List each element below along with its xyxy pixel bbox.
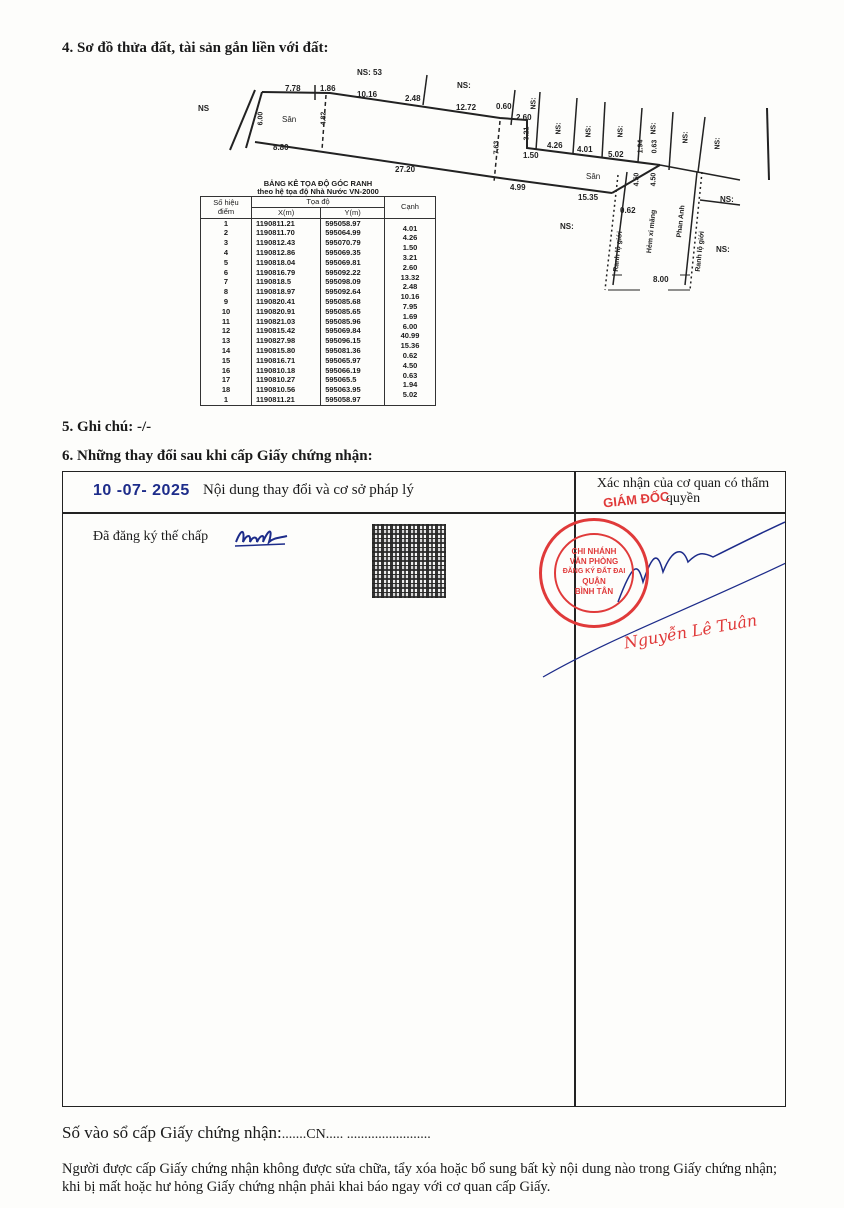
neighbor-label: NS: 53 xyxy=(357,68,382,77)
coordinate-cell: 0.63 xyxy=(385,371,436,381)
dimension-label: 3.21 xyxy=(523,126,531,141)
coordinate-cell: 595064.99 xyxy=(321,228,385,238)
coordinate-cell: 12 xyxy=(201,326,252,336)
stamp-line: QUẬN xyxy=(582,577,606,586)
coordinate-cell: 595069.84 xyxy=(321,326,385,336)
coordinate-cell: 595065.97 xyxy=(321,356,385,366)
coordinate-cell: 1190810.18 xyxy=(252,366,321,376)
neighbor-label: NS: xyxy=(716,245,730,254)
coordinate-table-subtitle: theo hệ tọa độ Nhà Nước VN-2000 xyxy=(257,187,379,196)
coordinate-cell: 2 xyxy=(201,228,252,238)
coordinate-cell: 595066.19 xyxy=(321,366,385,376)
neighbor-label: NS: xyxy=(457,81,471,90)
dimension-label: 8.80 xyxy=(273,143,289,152)
stamp-body xyxy=(542,547,646,597)
dimension-label: 12.72 xyxy=(456,103,477,112)
coordinate-cell: 13.32 xyxy=(385,273,436,283)
coordinate-cell: 595069.35 xyxy=(321,248,385,258)
coordinate-cell: 3 xyxy=(201,238,252,248)
coordinate-table-grid xyxy=(200,196,436,406)
coordinate-cell: 5.02 xyxy=(385,390,436,400)
header-edge: Cạnh xyxy=(385,197,436,219)
coordinate-cell: 40.99 xyxy=(385,331,436,341)
coordinate-table-block xyxy=(200,180,436,406)
coordinate-cell: 1190812.43 xyxy=(252,238,321,248)
coordinate-cell: 595085.96 xyxy=(321,317,385,327)
neighbor-label: NS: xyxy=(650,122,658,135)
footer-notice: Người được cấp Giấy chứng nhận không được sửa chữa, tẩy xóa hoặc bổ sung bất kỳ nội dung nào trong Giấy chứng nhận; khi bị mất hoặc hư hỏng Giấy chứng nhận phải khai báo ngay với cơ quan cấp Giấy. xyxy=(62,1161,778,1195)
coordinate-cell: 6.00 xyxy=(385,322,436,332)
coordinate-cell: 595096.15 xyxy=(321,336,385,346)
coordinate-cell: 9 xyxy=(201,297,252,307)
coordinate-cell: 10 xyxy=(201,307,252,317)
coordinate-cell: 10.16 xyxy=(385,292,436,302)
coordinate-cell: 595092.22 xyxy=(321,268,385,278)
dimension-label: 0.60 xyxy=(496,102,512,111)
dimension-label: 4.50 xyxy=(650,172,658,187)
coordinate-cell: 1.94 xyxy=(385,380,436,390)
neighbor-label: NS: xyxy=(585,125,593,138)
stamp-line: VĂN PHÒNG xyxy=(569,557,619,566)
section-6-heading: 6. Những thay đổi sau khi cấp Giấy chứng nhận: xyxy=(62,448,373,464)
handwritten-initials xyxy=(233,524,293,550)
dimension-label: 2.48 xyxy=(405,94,421,103)
dimension-label: 0.63 xyxy=(651,139,659,154)
stamp-line: ĐĂNG KÝ ĐẤT ĐAI xyxy=(562,568,626,575)
coordinate-cell: 6 xyxy=(201,268,252,278)
coordinate-cell: 3.21 xyxy=(385,253,436,263)
dimension-label: 5.02 xyxy=(608,150,624,159)
coordinate-cell: 1190812.86 xyxy=(252,248,321,258)
coordinate-cell: 11 xyxy=(201,317,252,327)
dimension-label: 15.35 xyxy=(578,193,599,202)
dimension-label: 1.86 xyxy=(320,84,336,93)
header-x: X(m) xyxy=(252,207,321,218)
section-4-heading: 4. Sơ đồ thửa đất, tài sản gắn liền với đất: xyxy=(62,40,329,56)
coordinate-cell: 1190827.98 xyxy=(252,336,321,346)
dimension-label: 7.63 xyxy=(493,140,501,155)
coordinate-cell: 595058.97 xyxy=(321,395,385,405)
coordinate-cell: 595063.95 xyxy=(321,385,385,395)
dimension-label: 8.00 xyxy=(653,275,669,284)
signer-name: Nguyễn Lê Tuân xyxy=(622,610,759,653)
coordinate-cell: 595085.65 xyxy=(321,307,385,317)
coordinate-cell: 16 xyxy=(201,366,252,376)
coordinate-cell: 4 xyxy=(201,248,252,258)
coordinate-cell: 595092.64 xyxy=(321,287,385,297)
coordinate-cell: 8 xyxy=(201,287,252,297)
coordinate-cell: 1190816.79 xyxy=(252,268,321,278)
neighbor-label: NS: xyxy=(682,131,690,144)
coordinate-cell: 1190820.41 xyxy=(252,297,321,307)
qr-code xyxy=(372,524,446,598)
coordinate-cell: 0.62 xyxy=(385,351,436,361)
coordinate-cell: 1190811.70 xyxy=(252,228,321,238)
dimension-label: 4.50 xyxy=(633,172,641,187)
coordinate-cell: 595069.81 xyxy=(321,258,385,268)
coordinate-cell: 18 xyxy=(201,385,252,395)
dimension-label: 4.99 xyxy=(510,183,526,192)
neighbor-label: NS xyxy=(198,104,210,113)
coordinate-table-body xyxy=(201,218,436,405)
coordinate-cell: 1190811.21 xyxy=(252,218,321,228)
coordinate-table-title: BẢNG KÊ TỌA ĐỘ GÓC RANH xyxy=(263,179,373,188)
coordinate-cell: 14 xyxy=(201,346,252,356)
coordinate-cell: 595081.36 xyxy=(321,346,385,356)
boundary-label: Ranh lộ giới xyxy=(612,230,624,273)
coordinate-cell: 1190818.04 xyxy=(252,258,321,268)
section-5-heading: 5. Ghi chú: -/- xyxy=(62,419,152,435)
coordinate-cell: 1190818.97 xyxy=(252,287,321,297)
coordinate-cell: 15.36 xyxy=(385,341,436,351)
coordinate-cell: 1190818.5 xyxy=(252,277,321,287)
coordinate-cell: 7.95 xyxy=(385,302,436,312)
coordinate-cell: 1190810.27 xyxy=(252,375,321,385)
header-y: Y(m) xyxy=(321,207,385,218)
coordinate-cell: 15 xyxy=(201,356,252,366)
coordinate-cell: 595058.97 xyxy=(321,218,385,228)
coordinate-cell: 595085.68 xyxy=(321,297,385,307)
coordinate-cell: 595065.5 xyxy=(321,375,385,385)
dimension-label: 4.26 xyxy=(547,141,563,150)
changes-table xyxy=(62,471,786,1107)
coordinate-cell: 1190821.03 xyxy=(252,317,321,327)
coordinate-cell: 1 xyxy=(201,218,252,228)
dimension-label: 4.82 xyxy=(320,111,328,126)
coordinate-cell: 1.69 xyxy=(385,312,436,322)
neighbor-label: NS: xyxy=(720,195,734,204)
coordinate-cell: 1190815.80 xyxy=(252,346,321,356)
coordinate-cell: 4.50 xyxy=(385,361,436,371)
dimension-label: 4.01 xyxy=(577,145,593,154)
dimension-label: 10.16 xyxy=(357,90,378,99)
register-value: .......CN..... ........................ xyxy=(281,1127,431,1142)
neighbor-label: NS: xyxy=(530,97,538,110)
coordinate-cell: 595070.79 xyxy=(321,238,385,248)
dimension-label: 6.00 xyxy=(257,111,265,126)
neighbor-label: NS: xyxy=(617,125,625,138)
coordinate-cell: 1190816.71 xyxy=(252,356,321,366)
coordinate-cell: 1190820.91 xyxy=(252,307,321,317)
dimension-label: 1.94 xyxy=(637,139,645,154)
street-label: Phan Anh xyxy=(676,205,687,238)
dimension-label: 0.62 xyxy=(620,206,636,215)
coordinate-cell: 2.60 xyxy=(385,263,436,273)
header-coords: Tọa độ xyxy=(252,197,385,208)
yard-label: Sân xyxy=(586,172,601,181)
header-point: Số hiệu điểm xyxy=(201,197,252,219)
content-header: Nội dung thay đổi và cơ sở pháp lý xyxy=(203,482,414,498)
coordinate-cell xyxy=(385,400,436,410)
stamp-line: CHI NHÁNH xyxy=(571,547,617,556)
coordinate-cell: 1190810.56 xyxy=(252,385,321,395)
dimension-label: 2.60 xyxy=(516,113,532,122)
change-date: 10 -07- 2025 xyxy=(93,482,190,499)
coordinate-cell: 2.48 xyxy=(385,282,436,292)
alley-label: Hẻm xi măng xyxy=(646,209,658,254)
coordinate-cell: 4.01 xyxy=(385,223,436,233)
dimension-label: 1.50 xyxy=(523,151,539,160)
official-stamp xyxy=(539,518,649,628)
neighbor-label: NS: xyxy=(555,122,563,135)
neighbor-label: NS: xyxy=(560,222,574,231)
yard-label: Sân xyxy=(282,115,297,124)
coordinate-cell: 595098.09 xyxy=(321,277,385,287)
coordinate-cell: 1 xyxy=(201,395,252,405)
dimension-label: 27.20 xyxy=(395,165,416,174)
coordinate-cell: 4.26 xyxy=(385,233,436,243)
stamp-title: GIÁM ĐỐC xyxy=(602,488,671,511)
neighbor-label: NS: xyxy=(714,137,722,150)
coordinate-cell: 17 xyxy=(201,375,252,385)
stamp-line: BÌNH TÂN xyxy=(574,587,614,596)
coordinate-cell: 1190815.42 xyxy=(252,326,321,336)
register-label: Số vào sổ cấp Giấy chứng nhận: xyxy=(62,1123,282,1142)
coordinate-cell: 1190811.21 xyxy=(252,395,321,405)
entry-text: Đã đăng ký thế chấp xyxy=(93,529,209,544)
boundary-label: Ranh lộ giới xyxy=(694,230,706,273)
coordinate-cell: 13 xyxy=(201,336,252,346)
coordinate-cell: 5 xyxy=(201,258,252,268)
register-line xyxy=(62,1123,431,1143)
coordinate-row xyxy=(201,218,436,228)
coordinate-cell: 1.50 xyxy=(385,243,436,253)
authority-header: Xác nhận của cơ quan có thẩm quyền xyxy=(596,476,770,506)
dimension-label: 7.78 xyxy=(285,84,301,93)
coordinate-table xyxy=(200,196,436,406)
coordinate-cell: 7 xyxy=(201,277,252,287)
